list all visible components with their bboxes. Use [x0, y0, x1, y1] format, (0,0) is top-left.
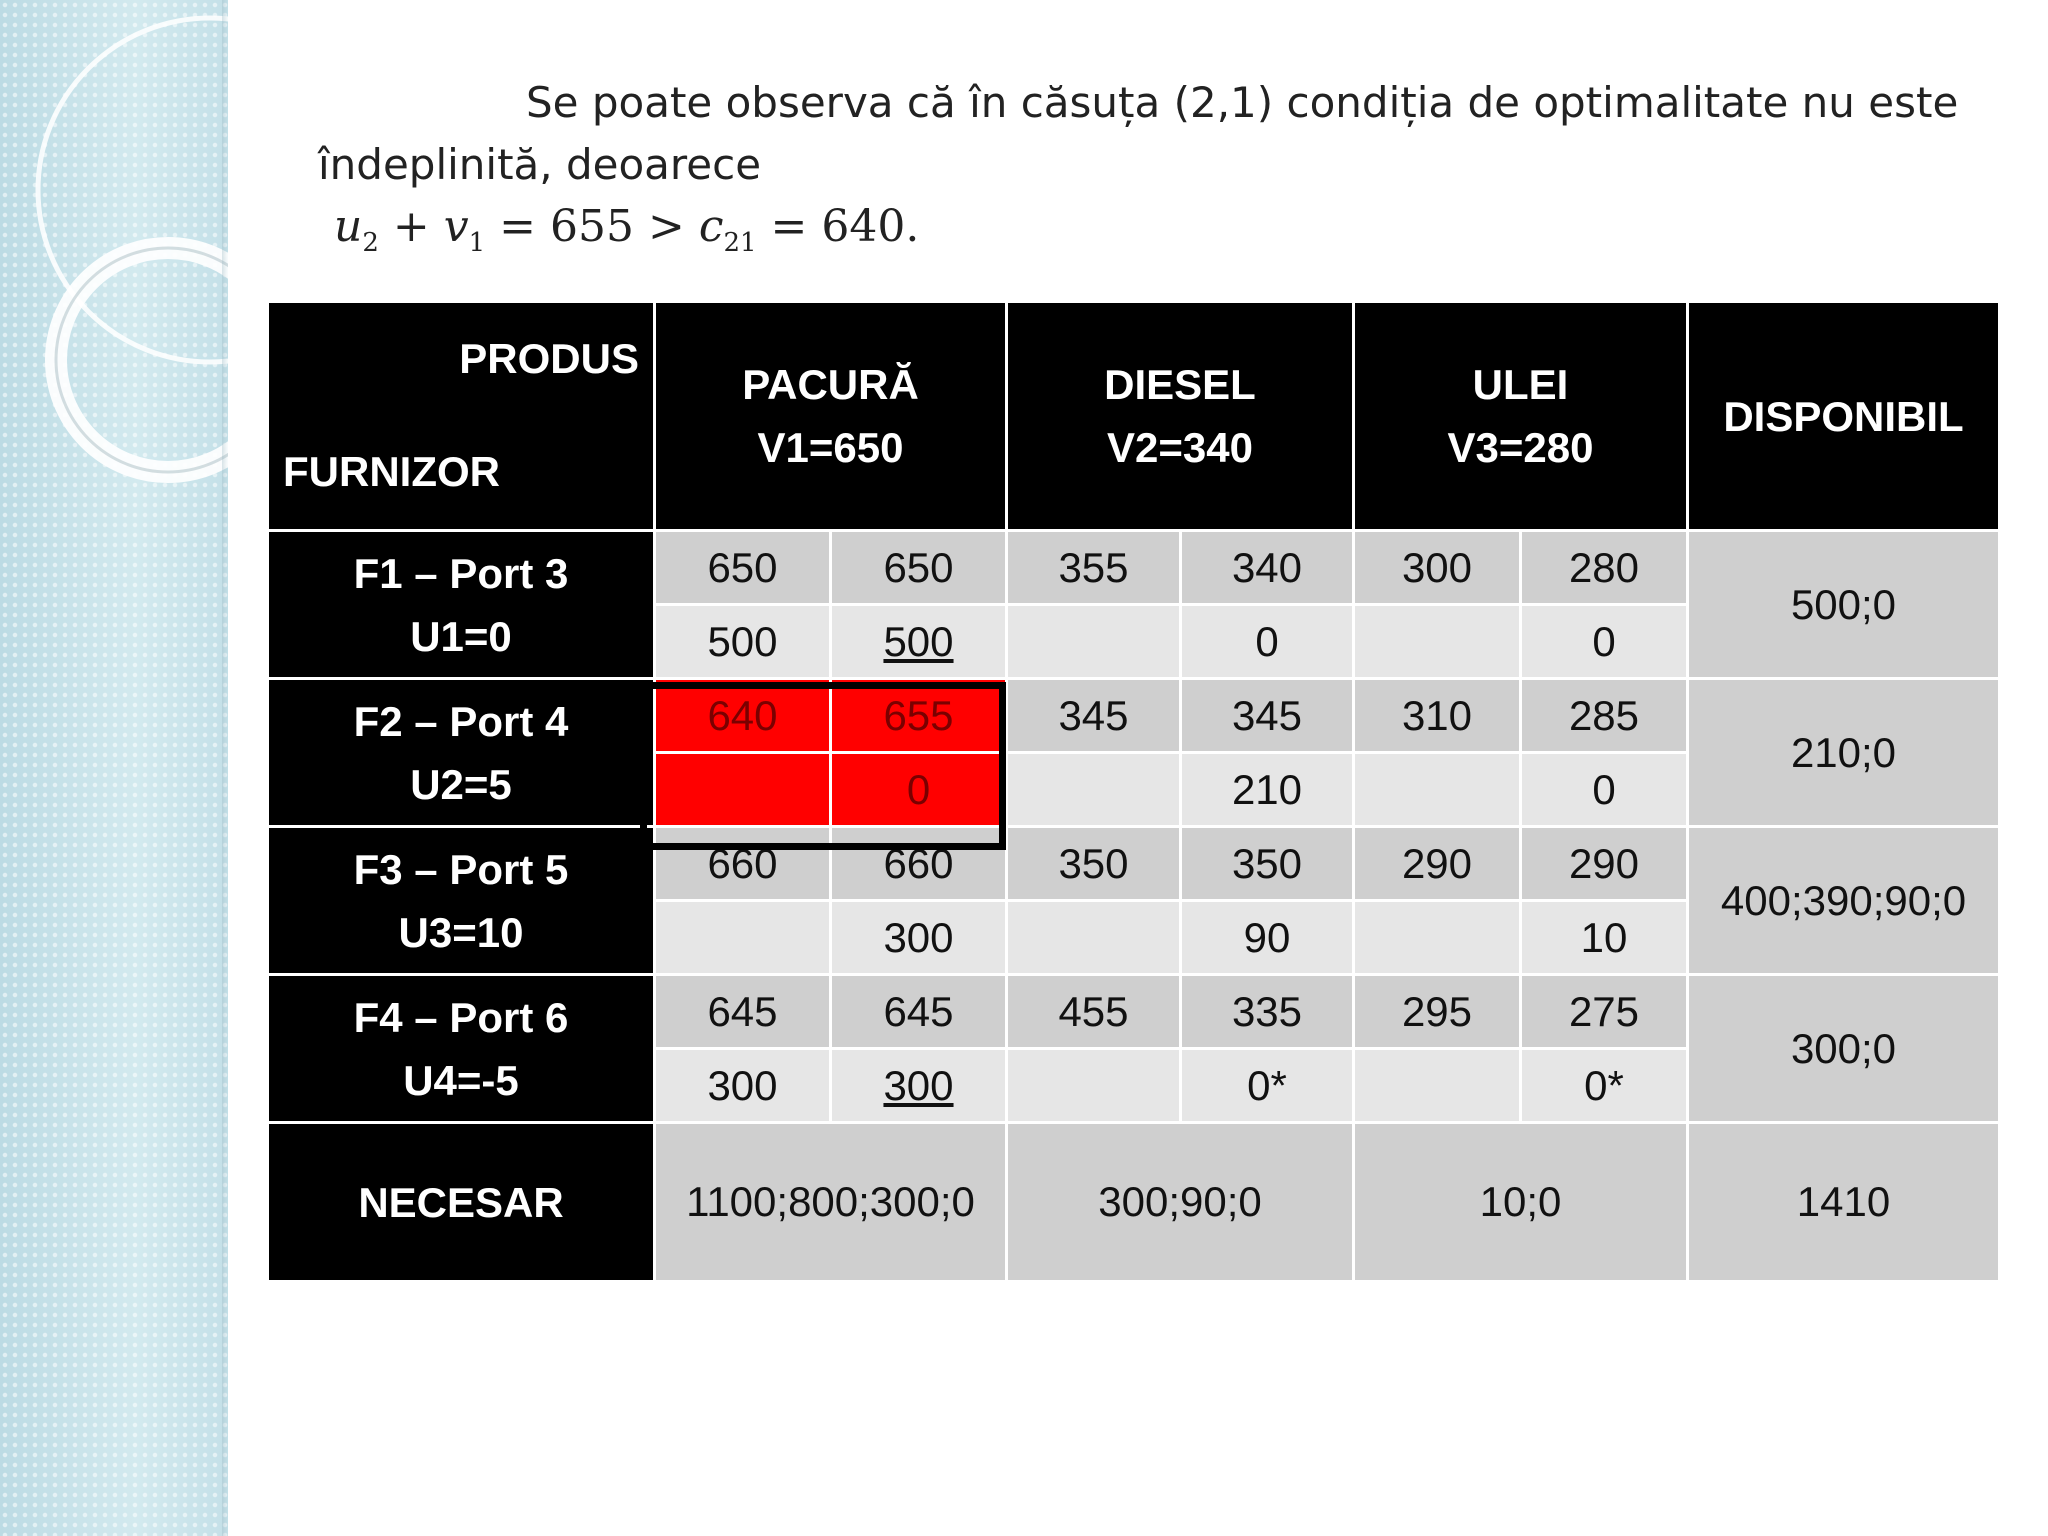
- cost-cell: 350: [1181, 827, 1354, 901]
- necesar-cell-diesel: 300;90;0: [1007, 1123, 1354, 1282]
- cost-cell: 340: [1181, 531, 1354, 605]
- decorative-rings: [0, 0, 228, 1536]
- row-name: F4 – Port 6: [353, 993, 569, 1041]
- cost-cell: 280: [1521, 531, 1688, 605]
- corner-furnizor: FURNIZOR: [283, 448, 500, 495]
- row-header-f2: [268, 679, 655, 827]
- highlighted-cost-cell: 640: [655, 679, 831, 753]
- table-row-cost: [268, 827, 2000, 901]
- alloc-cell: 0*: [1521, 1049, 1688, 1123]
- optimality-formula: [318, 196, 1968, 274]
- col-header-ulei: [1354, 302, 1688, 531]
- cost-cell: 650: [655, 531, 831, 605]
- col-v: V3=280: [1447, 424, 1594, 471]
- formula-u: u: [334, 201, 363, 252]
- highlighted-alloc-cell: 0: [831, 753, 1007, 827]
- alloc-cell: [1007, 753, 1181, 827]
- cost-cell: 455: [1007, 975, 1181, 1049]
- cost-cell: 310: [1354, 679, 1521, 753]
- necesar-row: [268, 1123, 2000, 1282]
- intro-text: [318, 72, 1968, 274]
- col-name: DIESEL: [1104, 361, 1256, 408]
- formula-v: v: [443, 201, 469, 252]
- row-name: F2 – Port 4: [353, 697, 569, 745]
- disponibil-cell: 500;0: [1688, 531, 2000, 679]
- col-header-disponibil: DISPONIBIL: [1688, 302, 2000, 531]
- cost-cell: 290: [1354, 827, 1521, 901]
- col-v: V2=340: [1107, 424, 1253, 471]
- row-u: U2=5: [410, 760, 512, 808]
- corner-header: [268, 302, 655, 531]
- alloc-cell: 500: [655, 605, 831, 679]
- intro-line-2: îndeplinită, deoarece: [318, 140, 762, 189]
- necesar-cell-pacura: 1100;800;300;0: [655, 1123, 1007, 1282]
- row-name: F1 – Port 3: [353, 549, 569, 597]
- formula-mid: = 655 >: [485, 201, 699, 252]
- formula-c: c: [698, 201, 724, 252]
- cost-cell: 660: [831, 827, 1007, 901]
- cost-cell: 300: [1354, 531, 1521, 605]
- panel-edge-shadow: [222, 0, 228, 1536]
- row-header-f1: [268, 531, 655, 679]
- formula-c-sub: 21: [723, 227, 757, 258]
- table-row-cost: [268, 975, 2000, 1049]
- cost-cell: 290: [1521, 827, 1688, 901]
- alloc-cell: 10: [1521, 901, 1688, 975]
- corner-produs: PRODUS: [459, 335, 639, 382]
- cost-cell: 650: [831, 531, 1007, 605]
- alloc-cell: [1007, 901, 1181, 975]
- row-name: F3 – Port 5: [353, 845, 569, 893]
- transport-table: [266, 300, 2001, 1283]
- alloc-cell: 90: [1181, 901, 1354, 975]
- cost-cell: 275: [1521, 975, 1688, 1049]
- cost-cell: 345: [1007, 679, 1181, 753]
- col-v: V1=650: [757, 424, 904, 471]
- col-header-pacura: [655, 302, 1007, 531]
- cost-cell: 345: [1181, 679, 1354, 753]
- alloc-cell: [1007, 605, 1181, 679]
- cost-cell: 350: [1007, 827, 1181, 901]
- alloc-cell: 0: [1521, 753, 1688, 827]
- cost-cell: 285: [1521, 679, 1688, 753]
- cost-cell: 645: [831, 975, 1007, 1049]
- col-name: ULEI: [1472, 361, 1569, 408]
- alloc-cell: [655, 901, 831, 975]
- alloc-cell: 0: [1181, 605, 1354, 679]
- alloc-cell: [1354, 1049, 1521, 1123]
- formula-u-sub: 2: [362, 227, 379, 258]
- disponibil-cell: 210;0: [1688, 679, 2000, 827]
- alloc-cell: 210: [1181, 753, 1354, 827]
- cost-cell: 660: [655, 827, 831, 901]
- header-row: [268, 302, 2000, 531]
- disponibil-cell: 300;0: [1688, 975, 2000, 1123]
- row-u: U1=0: [410, 612, 512, 660]
- table-row-cost: [268, 531, 2000, 605]
- col-name: PACURĂ: [742, 361, 919, 408]
- alloc-cell: 300: [831, 901, 1007, 975]
- alloc-cell: 0: [1521, 605, 1688, 679]
- row-header-f4: [268, 975, 655, 1123]
- cost-cell: 355: [1007, 531, 1181, 605]
- formula-end: = 640.: [756, 201, 920, 252]
- col-header-diesel: [1007, 302, 1354, 531]
- formula-v-sub: 1: [468, 227, 486, 258]
- alloc-cell: [1354, 753, 1521, 827]
- formula-plus: +: [378, 201, 444, 252]
- alloc-cell: [1007, 1049, 1181, 1123]
- table-row-cost: [268, 679, 2000, 753]
- cost-cell: 645: [655, 975, 831, 1049]
- cost-cell: 295: [1354, 975, 1521, 1049]
- necesar-cell-ulei: 10;0: [1354, 1123, 1688, 1282]
- alloc-cell: 0*: [1181, 1049, 1354, 1123]
- highlighted-cost-cell: 655: [831, 679, 1007, 753]
- alloc-cell: 300: [831, 1049, 1007, 1123]
- row-u: U4=-5: [403, 1056, 519, 1104]
- row-header-f3: [268, 827, 655, 975]
- cost-cell: 335: [1181, 975, 1354, 1049]
- alloc-cell: [1354, 605, 1521, 679]
- row-u: U3=10: [398, 908, 524, 956]
- total-cell: 1410: [1688, 1123, 2000, 1282]
- alloc-cell: [1354, 901, 1521, 975]
- decorative-side-panel: [0, 0, 228, 1536]
- alloc-cell: 500: [831, 605, 1007, 679]
- disponibil-cell: 400;390;90;0: [1688, 827, 2000, 975]
- alloc-cell: 300: [655, 1049, 831, 1123]
- necesar-label: NECESAR: [268, 1123, 655, 1282]
- highlighted-alloc-cell: [655, 753, 831, 827]
- intro-line-1: Se poate observa că în căsuța (2,1) condiția de optimalitate nu este: [526, 78, 1959, 127]
